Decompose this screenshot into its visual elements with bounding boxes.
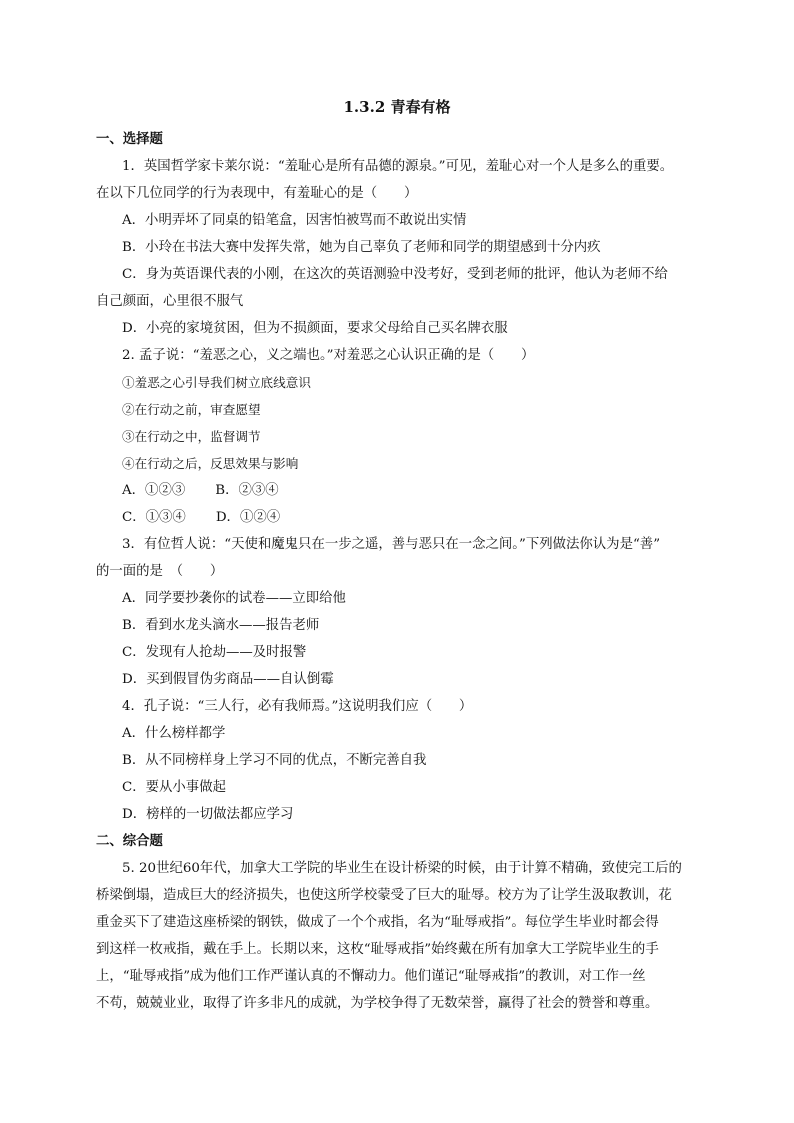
question-2-item-1: ①羞恶之心引导我们树立底线意识 (122, 375, 311, 390)
question-1-stem: 1．英国哲学家卡莱尔说：“羞耻心是所有品德的源泉。”可见，羞耻心对一个人是多么的重要。 (122, 159, 674, 174)
question-3-option-c: C．发现有人抢劫——及时报警 (122, 645, 307, 660)
question-5-paragraph-line: 上，“耻辱戒指”成为他们工作严谨认真的不懈动力。他们谨记“耻辱戒指”的教训，对工作一丝 (96, 969, 646, 984)
question-5-paragraph-line: 重金买下了建造这座桥梁的钢铁，做成了一个个戒指，名为“耻辱戒指”。每位学生毕业时都会得 (96, 915, 659, 930)
question-1-option-a: A．小明弄坏了同桌的铅笔盒，因害怕被骂而不敢说出实情 (122, 213, 467, 228)
question-4-option-a: A．什么榜样都学 (122, 726, 226, 741)
question-5-paragraph-line: 不苟，兢兢业业，取得了许多非凡的成就，为学校争得了无数荣誉，赢得了社会的赞誉和尊重。 (96, 996, 659, 1011)
question-3-stem-cont: 的一面的是 （ ） (96, 564, 224, 579)
question-1-option-d: D．小亮的家境贫困，但为不损颜面，要求父母给自己买名牌衣服 (122, 321, 508, 336)
question-5-paragraph-line: 桥梁倒塌，造成巨大的经济损失，也使这所学校蒙受了巨大的耻辱。校方为了让学生汲取教训，花 (96, 888, 672, 903)
question-4-option-c: C．要从小事做起 (122, 780, 226, 795)
question-2-option-c: C．①③④ (122, 510, 186, 525)
question-4-stem: 4．孔子说：“三人行，必有我师焉。”这说明我们应（ ） (122, 699, 473, 714)
question-2-item-3: ③在行动之中，监督调节 (122, 429, 261, 444)
question-3-option-a: A．同学要抄袭你的试卷——立即给他 (122, 591, 346, 606)
question-3-option-d: D．买到假冒伪劣商品——自认倒霉 (122, 672, 334, 687)
question-4-option-b: B．从不同榜样身上学习不同的优点，不断完善自我 (122, 753, 427, 768)
question-3-option-b: B．看到水龙头滴水——报告老师 (122, 618, 320, 633)
question-1-option-c: C．身为英语课代表的小刚，在这次的英语测验中没考好，受到老师的批评，他认为老师不给 (122, 267, 668, 282)
question-2-item-4: ④在行动之后，反思效果与影响 (122, 456, 299, 471)
question-5-paragraph-line: 到这样一枚戒指，戴在手上。长期以来，这枚“耻辱戒指”始终戴在所有加拿大工学院毕业生的手 (96, 942, 659, 957)
document-body (96, 126, 700, 1017)
question-2-option-b: B．②③④ (215, 483, 279, 498)
question-2-stem: 2. 孟子说：“羞恶之心，义之端也。”对羞恶之心认识正确的是（ ） (122, 348, 535, 363)
question-3-stem: 3．有位哲人说：“天使和魔鬼只在一步之遥，善与恶只在一念之间。”下列做法你认为是“善” (122, 537, 661, 552)
question-1-stem-cont: 在以下几位同学的行为表现中，有羞耻心的是（ ） (96, 186, 418, 201)
question-5-paragraph-line: 5. 20世纪60年代，加拿大工学院的毕业生在设计桥梁的时候，由于计算不精确，致使完工后的 (122, 861, 682, 876)
question-2-option-a: A．①②③ (122, 483, 186, 498)
page-title: 1.3.2 青春有格 (343, 98, 451, 116)
question-1-option-c-cont: 自己颜面，心里很不服气 (96, 294, 244, 309)
question-4-option-d: D．榜样的一切做法都应学习 (122, 807, 294, 822)
question-2-option-d: D．①②④ (215, 510, 281, 525)
question-2-item-2: ②在行动之前，审查愿望 (122, 402, 261, 417)
question-2-options-ab (96, 477, 700, 504)
question-2-options-cd (96, 504, 700, 531)
section-heading-comprehensive: 二、综合题 (96, 834, 163, 849)
question-1-option-b: B．小玲在书法大赛中发挥失常，她为自己辜负了老师和同学的期望感到十分内疚 (122, 240, 601, 255)
section-heading-choice: 一、选择题 (96, 132, 163, 147)
